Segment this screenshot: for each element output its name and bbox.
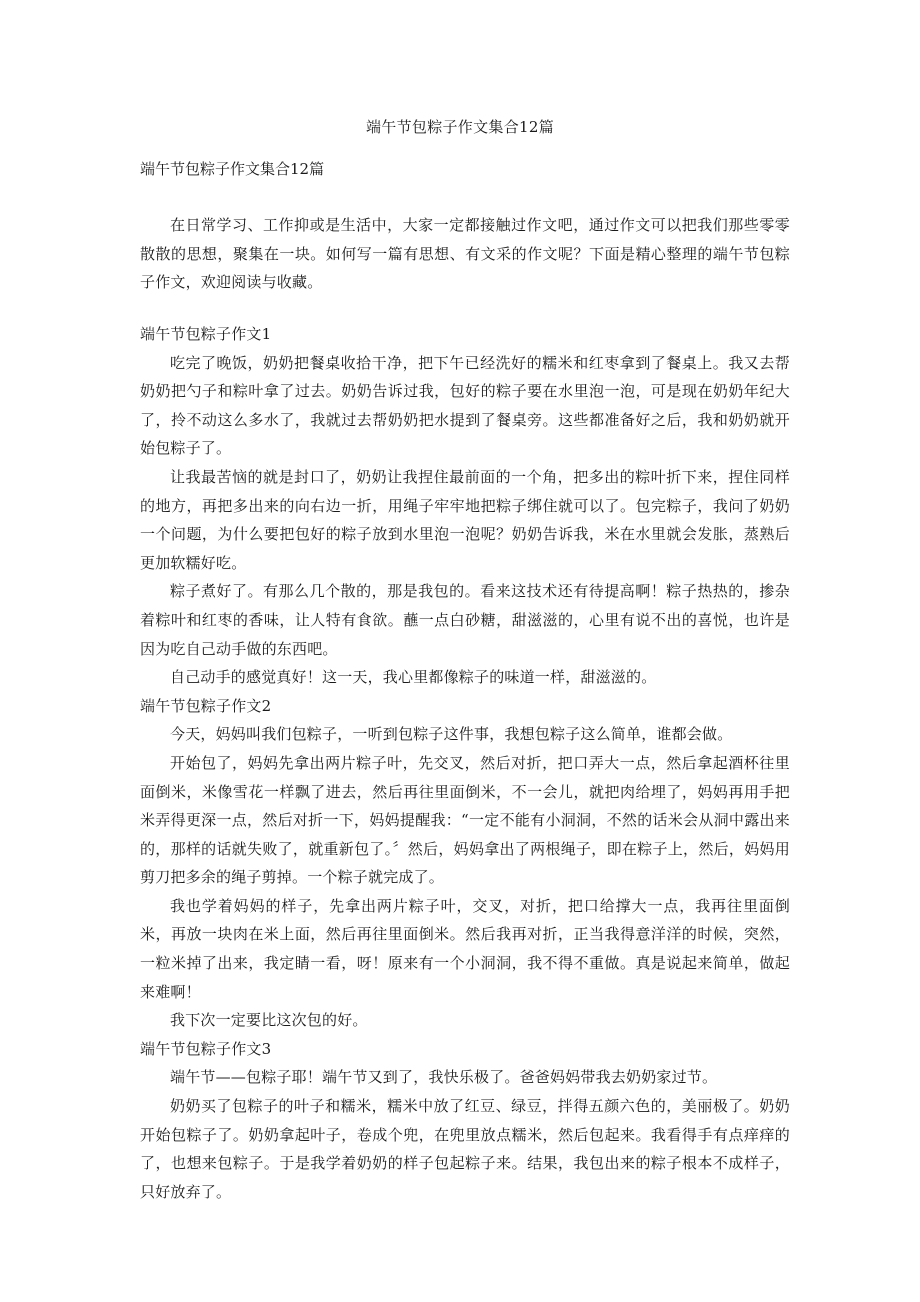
essay-paragraph: 端午节——包粽子耶！端午节又到了，我快乐极了。爸爸妈妈带我去奶奶家过节。	[170, 1068, 718, 1087]
document-subtitle: 端午节包粽子作文集合12篇	[140, 160, 325, 178]
essay-heading: 端午节包粽子作文1	[140, 325, 272, 343]
essay-paragraph: 吃完了晚饭，奶奶把餐桌收拾干净，把下午已经洗好的糯米和红枣拿到了餐桌上。我又去帮奶奶把勺子和粽叶拿了过去。奶奶告诉过我，包好的粽子要在水里泡一泡，可是现在奶奶年纪大了，拎不动这么多水了，我就过去帮奶奶把水提到了餐桌旁。这些都准备好之后，我和奶奶就开始包粽子了。	[140, 353, 790, 458]
document-title: 端午节包粽子作文集合12篇	[366, 118, 554, 136]
intro-section	[140, 211, 790, 297]
essay-heading: 端午节包粽子作文2	[140, 696, 272, 715]
essay-paragraph: 今天，妈妈叫我们包粽子，一听到包粽子这件事，我想包粽子这么简单，谁都会做。	[170, 725, 733, 744]
intro-paragraph: 在日常学习、工作抑或是生活中，大家一定都接触过作文吧，通过作文可以把我们那些零零散散的思想，聚集在一块。如何写一篇有思想、有文采的作文呢？下面是精心整理的端午节包粽子作文，欢迎阅读与收藏。	[140, 216, 790, 292]
essay-paragraph: 开始包了，妈妈先拿出两片粽子叶，先交叉，然后对折，把口弄大一点，然后拿起酒杯往里面倒米，米像雪花一样飘了进去，然后再往里面倒米，不一会儿，就把肉给埋了，妈妈再用手把米弄得更深一点，然后对折一下，妈妈提醒我：“一定不能有小洞洞，不然的话米会从洞中露出来的，那样的话就失败了，就重新包了。〞然后，妈妈拿出了两根绳子，即在粽子上，然后，妈妈用剪刀把多余的绳子剪掉。一个粽子就完成了。	[140, 753, 790, 887]
essay-heading: 端午节包粽子作文3	[140, 1039, 272, 1058]
essay-paragraph: 粽子煮好了。有那么几个散的，那是我包的。看来这技术还有待提高啊！粽子热热的，掺杂着粽叶和红枣的香味，让人特有食欲。蘸一点白砂糖，甜滋滋的，心里有说不出的喜悦，也许是因为吃自己动手做的东西吧。	[140, 582, 790, 658]
essay-paragraph: 让我最苦恼的就是封口了，奶奶让我捏住最前面的一个角，把多出的粽叶折下来，捏住同样的地方，再把多出来的向右边一折，用绳子牢牢地把粽子绑住就可以了。包完粽子，我问了奶奶一个问题，为什么要把包好的粽子放到水里泡一泡呢？奶奶告诉我，米在水里就会发胀，蒸熟后更加软糯好吃。	[140, 467, 790, 572]
essays-section	[140, 320, 790, 1206]
essay-paragraph: 我也学着妈妈的样子，先拿出两片粽子叶，交叉，对折，把口给撑大一点，我再往里面倒米，再放一块肉在米上面，然后再往里面倒米。然后我再对折，正当我得意洋洋的时候，突然，一粒米掉了出来，我定睛一看，呀！原来有一个小洞洞，我不得不重做。真是说起来简单，做起来难啊！	[140, 896, 790, 1001]
essay-paragraph: 自己动手的感觉真好！这一天，我心里都像粽子的味道一样，甜滋滋的。	[170, 668, 657, 687]
essay-paragraph: 奶奶买了包粽子的叶子和糯米，糯米中放了红豆、绿豆，拌得五颜六色的，美丽极了。奶奶开始包粽子了。奶奶拿起叶子，卷成个兜，在兜里放点糯米，然后包起来。我看得手有点痒痒的了，也想来包粽子。于是我学着奶奶的样子包起粽子来。结果，我包出来的粽子根本不成样子，只好放弃了。	[140, 1097, 790, 1201]
essay-paragraph: 我下次一定要比这次包的好。	[170, 1011, 368, 1030]
